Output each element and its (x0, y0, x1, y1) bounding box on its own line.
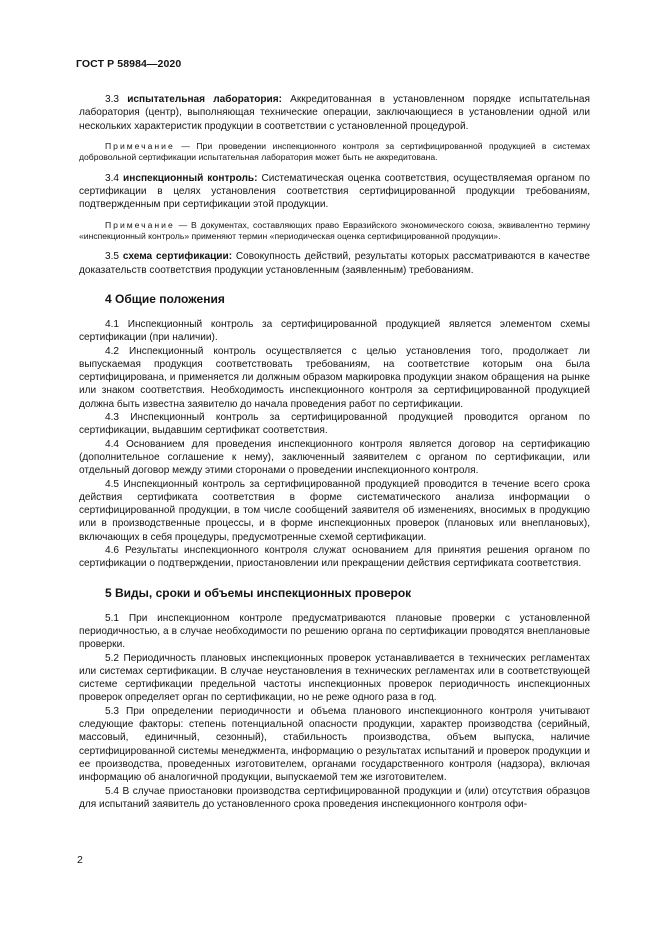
note-2: Примечание — В документах, составляющих право Евразийского экономического союза, эквивалентно термину «инспекционный контроль» применяют термин «периодическая оценка сертифицированной продукции». (79, 219, 590, 241)
paragraph-4-1: 4.1 Инспекционный контроль за сертифицированной продукцией является элементом схемы сертификации (при наличии). (79, 319, 590, 344)
paragraph-5-4: 5.4 В случае приостановки производства сертифицированной продукции и (или) отсутствия образцов для испытаний заявитель до установленного срока проведения инспекционного контроля офи- (79, 785, 590, 810)
paragraph-4-2: 4.2 Инспекционный контроль осуществляется с целью установления того, продолжает ли выпускаемая продукция соответствовать требованиям, на соответствие которым она была сертифицирована, и применяется ли должным образом маркировка продукции знаком обращения на рынке или знаком соответствия. Необходимость инспекционного контроля за сертифицированной продукцией должна быть известна заявителю до начала проведения работ по сертификации. (79, 345, 590, 410)
document-header: ГОСТ Р 58984—2020 (76, 58, 182, 70)
page-content (79, 93, 590, 811)
definition-3-5: 3.5 схема сертификации: Совокупность действий, результаты которых рассматриваются в качестве доказательств соответствия продукции установленным (заявленным) требованиям. (79, 251, 590, 276)
paragraph-4-6: 4.6 Результаты инспекционного контроля служат основанием для принятия решения органом по сертификации о подтверждении, приостановлении или прекращении действия сертификата соответствия. (79, 545, 590, 570)
paragraph-4-4: 4.4 Основанием для проведения инспекционного контроля является договор на сертификацию (дополнительное соглашение к нему), заключенный заявителем с органом по сертификации, или отдельный договор между этими сторонами о проведении инспекционного контроля. (79, 438, 590, 477)
paragraph-5-1: 5.1 При инспекционном контроле предусматриваются плановые проверки с установленной периодичностью, а в случае необходимости по решению органа по сертификации проводятся внеплановые проверки. (79, 612, 590, 651)
section-4-heading: 4 Общие положения (105, 292, 225, 306)
definition-term: схема сертификации: (122, 251, 233, 263)
paragraph-4-5: 4.5 Инспекционный контроль за сертифицированной продукцией проводится в течение всего срока действия сертификата соответствия в форме систематического анализа информации о сертифицированной продукции, в том числе сообщений заявителя об изменениях, вносимых в продукцию или в производственные процессы, и в форме инспекционных проверок (плановых или внеплановых), включающих в себя процедуры, предусмотренные схемой сертификации. (79, 478, 590, 543)
paragraph-4-3: 4.3 Инспекционный контроль за сертифицированной продукцией проводится органом по сертификации, выдавшим сертификат соответствия. (79, 412, 590, 437)
note-1: Примечание — При проведении инспекционного контроля за сертифицированной продукцией в системах добровольной сертификации испытательная лаборатория может быть не аккредитована. (79, 140, 591, 163)
definition-3-3: 3.3 испытательная лаборатория: Аккредитованная в установленном порядке испытательная лаборатория (центр), выполняющая технические операции, заключающиеся в установлении одной или нескольких характеристик продукции в соответствии с установленной процедурой. (79, 94, 590, 132)
definition-term: инспекционный контроль: (123, 172, 258, 184)
definition-term: испытательная лаборатория: (127, 94, 282, 105)
paragraph-5-2: 5.2 Периодичность плановых инспекционных проверок устанавливается в технических регламентах или системах сертификации. В случае неустановления в технических регламентах или в соответствующей системе сертификации предельной частоты инспекционных проверок периодичность инспекционных проверок определяет орган по сертификации, но не реже одного раза в год. (79, 652, 590, 704)
definition-3-4: 3.4 инспекционный контроль: Систематическая оценка соответствия, осуществляемая органом по сертификации в целях установления соответствия сертифицированной продукции требованиям, подтвержденным при сертификации этой продукции. (79, 172, 590, 211)
section-5-heading: 5 Виды, сроки и объемы инспекционных проверок (105, 585, 412, 600)
page-number: 2 (77, 854, 83, 866)
paragraph-5-3: 5.3 При определении периодичности и объема планового инспекционного контроля учитывают следующие факторы: степень потенциальной опасности продукции, характер производства (серийный, массовый, единичный, сезонный), стабильность производства, объем выпуска, наличие сертифицированной системы менеджмента, информацию о результатах испытаний и проверок продукции и ее производства, проведенных изготовителем, органами государственного контроля (надзора), включая информацию об аналогичной продукции, выпускаемой тем же изготовителем. (79, 705, 590, 784)
